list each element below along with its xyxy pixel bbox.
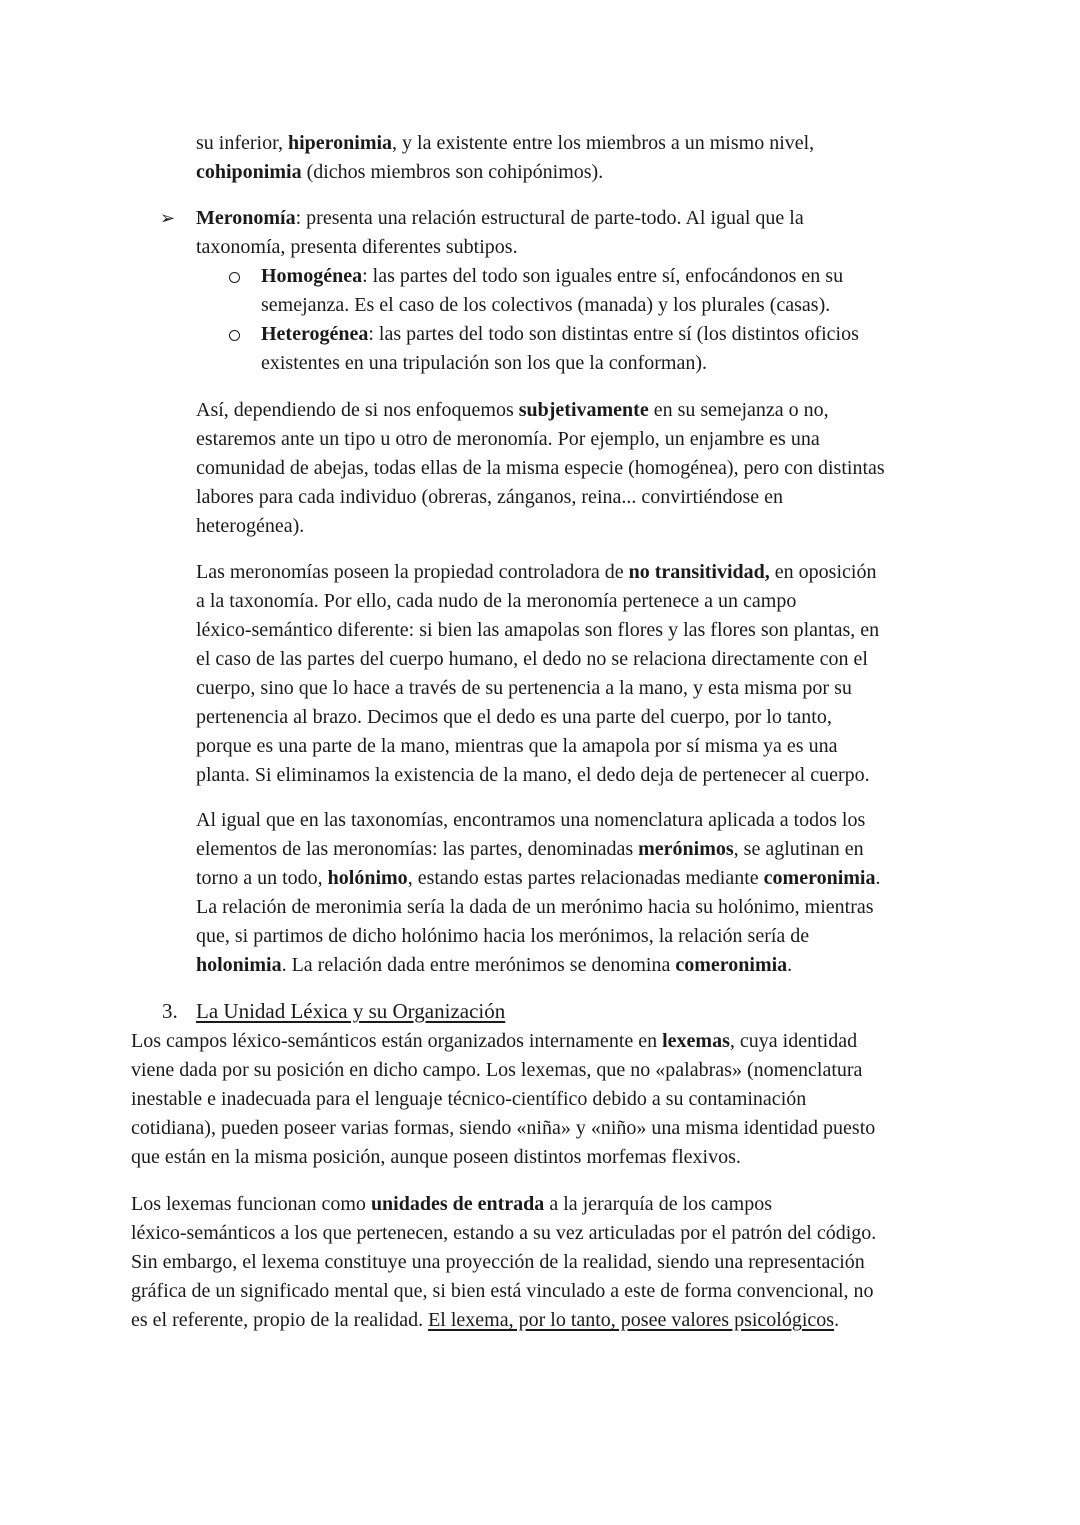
text: , cuya identidad xyxy=(729,1030,858,1052)
text: , y la existente entre los miembros a un mismo nivel, xyxy=(392,132,815,154)
text: . xyxy=(834,1309,840,1331)
text: semejanza. Es el caso de los colectivos (manada) y los plurales (casas). xyxy=(261,294,831,316)
underlined-statement: El lexema, por lo tanto, posee valores psicológicos xyxy=(428,1309,835,1331)
text: : las partes del todo son distintas entre sí (los distintos oficios xyxy=(368,323,859,345)
term-subjetivamente: subjetivamente xyxy=(518,399,649,421)
meronomia-item xyxy=(196,204,804,262)
text: . La relación dada entre merónimos se denomina xyxy=(281,954,676,976)
text: heterogénea). xyxy=(196,515,305,537)
text: Las meronomías poseen la propiedad controladora de xyxy=(196,561,629,583)
text: existentes en una tripulación son los que la conforman). xyxy=(261,352,707,374)
section-title: La Unidad Léxica y su Organización xyxy=(196,999,506,1023)
term-comeronimia: comeronimia xyxy=(675,954,788,976)
text: el caso de las partes del cuerpo humano, el dedo no se relaciona directamente con el xyxy=(196,648,868,670)
text: su inferior, xyxy=(196,132,288,154)
text: La relación de meronimia sería la dada de un merónimo hacia su holónimo, mientras xyxy=(196,896,874,918)
text: , estando estas partes relacionadas mediante xyxy=(407,867,764,889)
text: planta. Si eliminamos la existencia de la mano, el dedo deja de pertenecer al cuerpo. xyxy=(196,764,870,786)
circle-bullet-icon xyxy=(229,330,240,341)
text: : las partes del todo son iguales entre sí, enfocándonos en su xyxy=(362,265,844,287)
text: que, si partimos de dicho holónimo hacia los merónimos, la relación sería de xyxy=(196,925,810,947)
subtype-heterogenea xyxy=(261,320,859,378)
text: en su semejanza o no, xyxy=(648,399,829,421)
text: comunidad de abejas, todas ellas de la misma especie (homogénea), pero con distintas xyxy=(196,457,885,479)
text: elementos de las meronomías: las partes, denominadas xyxy=(196,838,639,860)
term-meronimos: merónimos xyxy=(638,838,734,860)
term-lexemas: lexemas xyxy=(662,1030,730,1052)
text: Los lexemas funcionan como xyxy=(131,1193,371,1215)
text: taxonomía, presenta diferentes subtipos. xyxy=(196,236,518,258)
text: a la jerarquía de los campos xyxy=(544,1193,772,1215)
text: que están en la misma posición, aunque poseen distintos morfemas flexivos. xyxy=(131,1146,741,1168)
text: cuerpo, sino que lo hace a través de su pertenencia a la mano, y esta misma por su xyxy=(196,677,852,699)
text: en oposición xyxy=(769,561,877,583)
term-meronomia: Meronomía xyxy=(196,207,296,229)
term-no-transitividad: no transitividad, xyxy=(628,561,770,583)
term-holonimo: holónimo xyxy=(327,867,408,889)
section-number: 3. xyxy=(162,999,178,1023)
term-homogenea: Homogénea xyxy=(261,265,363,287)
paragraph-unidades-de-entrada xyxy=(131,1190,876,1335)
text: : presenta una relación estructural de parte-todo. Al igual que la xyxy=(295,207,804,229)
subtype-homogenea xyxy=(261,262,843,320)
text: (dichos miembros son cohipónimos). xyxy=(301,161,604,183)
text: inestable e inadecuada para el lenguaje técnico-científico debido a su contaminación xyxy=(131,1088,807,1110)
text: a la taxonomía. Por ello, cada nudo de la meronomía pertenece a un campo xyxy=(196,590,797,612)
term-hiperonimia: hiperonimia xyxy=(287,132,393,154)
text: léxico-semánticos a los que pertenecen, estando a su vez articuladas por el patrón del código. xyxy=(131,1222,877,1244)
text: gráfica de un significado mental que, si bien está vinculado a este de forma convencional, no xyxy=(131,1280,874,1302)
term-holonimia: holonimia xyxy=(196,954,282,976)
paragraph-no-transitividad xyxy=(196,558,879,790)
text: , se aglutinan en xyxy=(733,838,864,860)
intro-paragraph xyxy=(196,129,814,187)
term-comeronimia: comeronimia xyxy=(763,867,876,889)
term-heterogenea: Heterogénea xyxy=(261,323,369,345)
text: Así, dependiendo de si nos enfoquemos xyxy=(196,399,519,421)
text: léxico-semántico diferente: si bien las amapolas son flores y las flores son plantas, en xyxy=(196,619,880,641)
text: Los campos léxico-semánticos están organizados internamente en xyxy=(131,1030,663,1052)
text: pertenencia al brazo. Decimos que el dedo es una parte del cuerpo, por lo tanto, xyxy=(196,706,832,728)
text: estaremos ante un tipo u otro de meronomía. Por ejemplo, un enjambre es una xyxy=(196,428,820,450)
text: viene dada por su posición en dicho campo. Los lexemas, que no «palabras» (nomenclatura xyxy=(131,1059,863,1081)
term-unidades-de-entrada: unidades de entrada xyxy=(370,1193,545,1215)
paragraph-lexemas xyxy=(131,1027,875,1172)
text: . xyxy=(875,867,881,889)
arrow-bullet-icon: ➢ xyxy=(160,208,176,229)
text: torno a un todo, xyxy=(196,867,328,889)
text: Sin embargo, el lexema constituye una proyección de la realidad, siendo una representación xyxy=(131,1251,865,1273)
text: . xyxy=(787,954,793,976)
text: porque es una parte de la mano, mientras que la amapola por sí misma ya es una xyxy=(196,735,838,757)
text: labores para cada individuo (obreras, zánganos, reina... convirtiéndose en xyxy=(196,486,783,508)
paragraph-subjetivamente xyxy=(196,396,885,541)
text: cotidiana), pueden poseer varias formas, siendo «niña» y «niño» una misma identidad puesto xyxy=(131,1117,876,1139)
text: Al igual que en las taxonomías, encontramos una nomenclatura aplicada a todos los xyxy=(196,809,866,831)
term-cohiponimia: cohiponimia xyxy=(196,161,302,183)
text: es el referente, propio de la realidad. xyxy=(131,1309,429,1331)
paragraph-nomenclatura xyxy=(196,806,880,980)
circle-bullet-icon xyxy=(229,272,240,283)
